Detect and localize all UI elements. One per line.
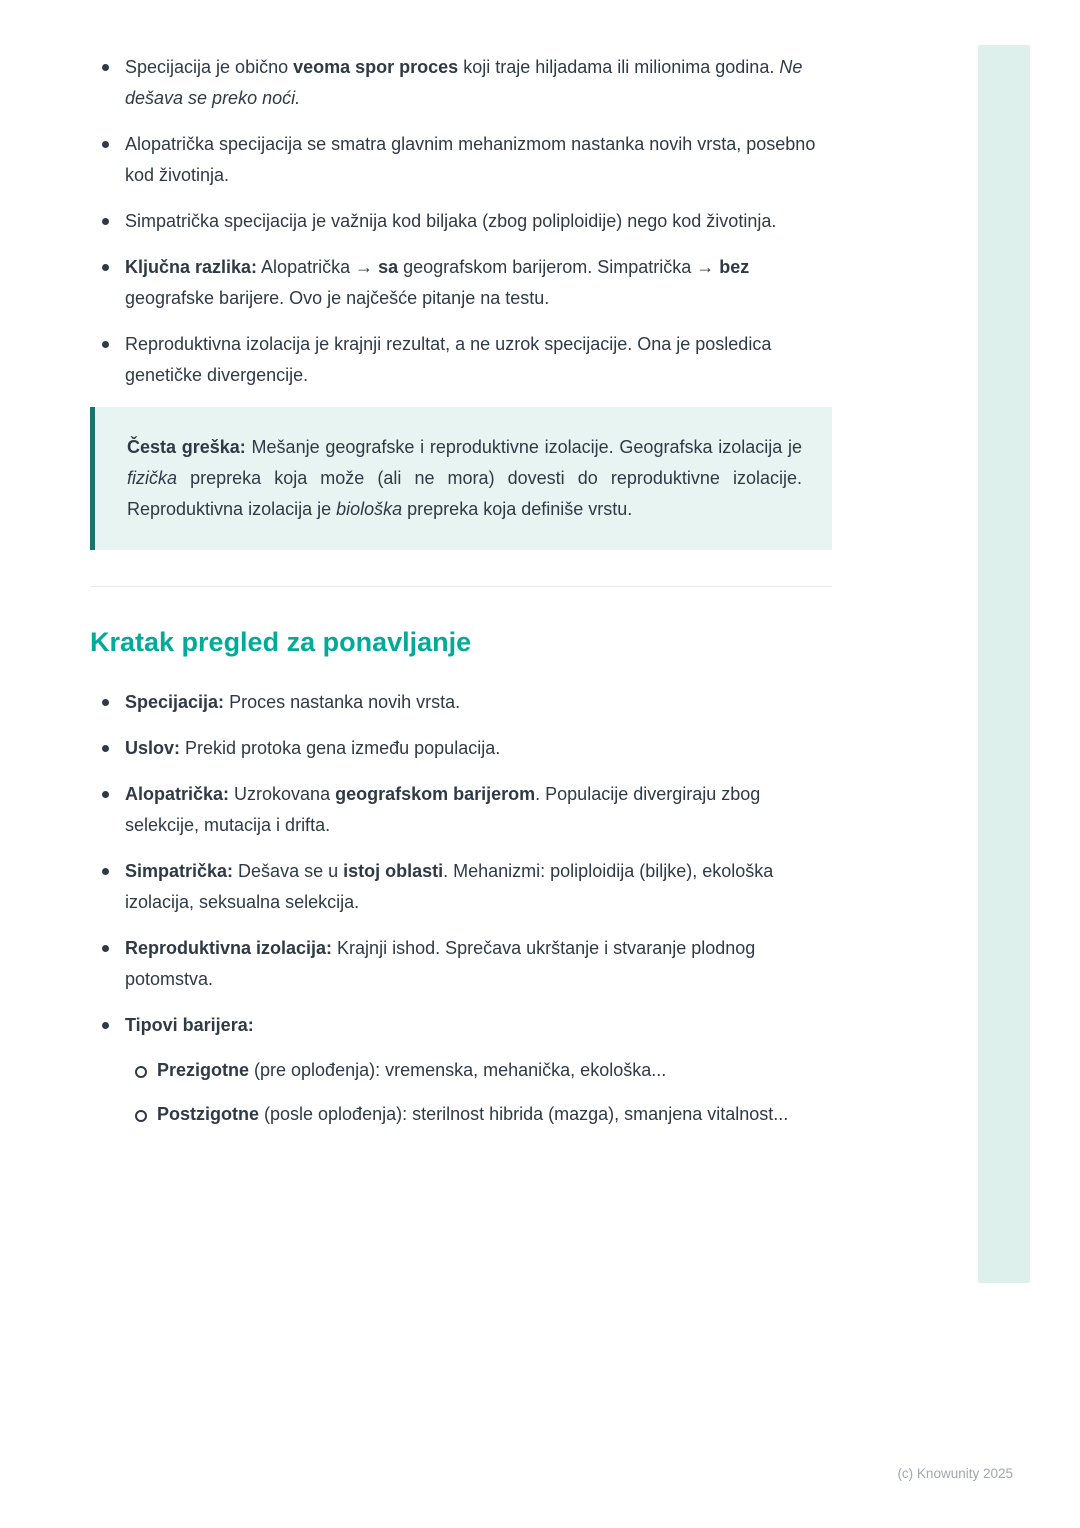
list-item-text: Simpatrička: Dešava se u istoj oblasti. Mehanizmi: poliploidija (biljke), ekološka izolacija, seksualna selekcija. [125,861,774,912]
section-divider [90,586,832,587]
callout-text: Česta greška: Mešanje geografske i reproduktivne izolacije. Geografska izolacija je fizička prepreka koja može (ali ne mora) dovesti do reproduktivne izolacije. Reproduktivna izolacija je biološka prepreka koja definiše vrstu. [127,437,802,519]
copyright-footer: (c) Knowunity 2025 [897,1466,1013,1481]
list-item [125,779,832,841]
sub-list-item [157,1055,832,1086]
list-item-text: Alopatrička: Uzrokovana geografskom barijerom. Populacije divergiraju zbog selekcije, mutacija i drifta. [125,784,761,835]
sub-list-item [157,1099,832,1130]
page-content [90,52,832,1145]
list-item [125,733,832,764]
list-item [125,129,832,191]
sub-list-item-text: Prezigotne (pre oplođenja): vremenska, mehanička, ekološka... [157,1060,667,1080]
list-item-text: Reproduktivna izolacija je krajnji rezultat, a ne uzrok specijacije. Ona je posledica genetičke divergencije. [125,334,772,385]
list-item [125,933,832,995]
speciation-facts-list [90,52,832,391]
list-item [125,687,832,718]
review-summary-list [90,687,832,1130]
list-item [125,856,832,918]
common-mistake-callout [90,407,832,550]
list-item [125,252,832,314]
list-item-text: Simpatrička specijacija je važnija kod biljaka (zbog poliploidije) nego kod životinja. [125,211,777,231]
list-item-text: Specijacija: Proces nastanka novih vrsta. [125,692,461,712]
list-item-text: Reproduktivna izolacija: Krajnji ishod. Sprečava ukrštanje i stvaranje plodnog potomstva. [125,938,756,989]
list-item-text: Specijacija je obično veoma spor proces koji traje hiljadama ili milionima godina. Ne dešava se preko noći. [125,57,803,108]
list-item-text: Uslov: Prekid protoka gena između populacija. [125,738,501,758]
right-accent-strip [978,45,1030,1283]
list-item-text: Alopatrička specijacija se smatra glavnim mehanizmom nastanka novih vrsta, posebno kod životinja. [125,134,816,185]
list-item [125,329,832,391]
review-section-heading: Kratak pregled za ponavljanje [90,627,472,657]
list-item [125,1010,832,1130]
list-item [125,206,832,237]
list-item-text: Ključna razlika: Alopatrička → sa geografskom barijerom. Simpatrička → bez geografske barijere. Ovo je najčešće pitanje na testu. [125,257,750,308]
barrier-types-sublist [125,1055,832,1130]
list-item-text: Tipovi barijera: [125,1015,254,1035]
sub-list-item-text: Postzigotne (posle oplođenja): sterilnost hibrida (mazga), smanjena vitalnost... [157,1104,789,1124]
list-item [125,52,832,114]
